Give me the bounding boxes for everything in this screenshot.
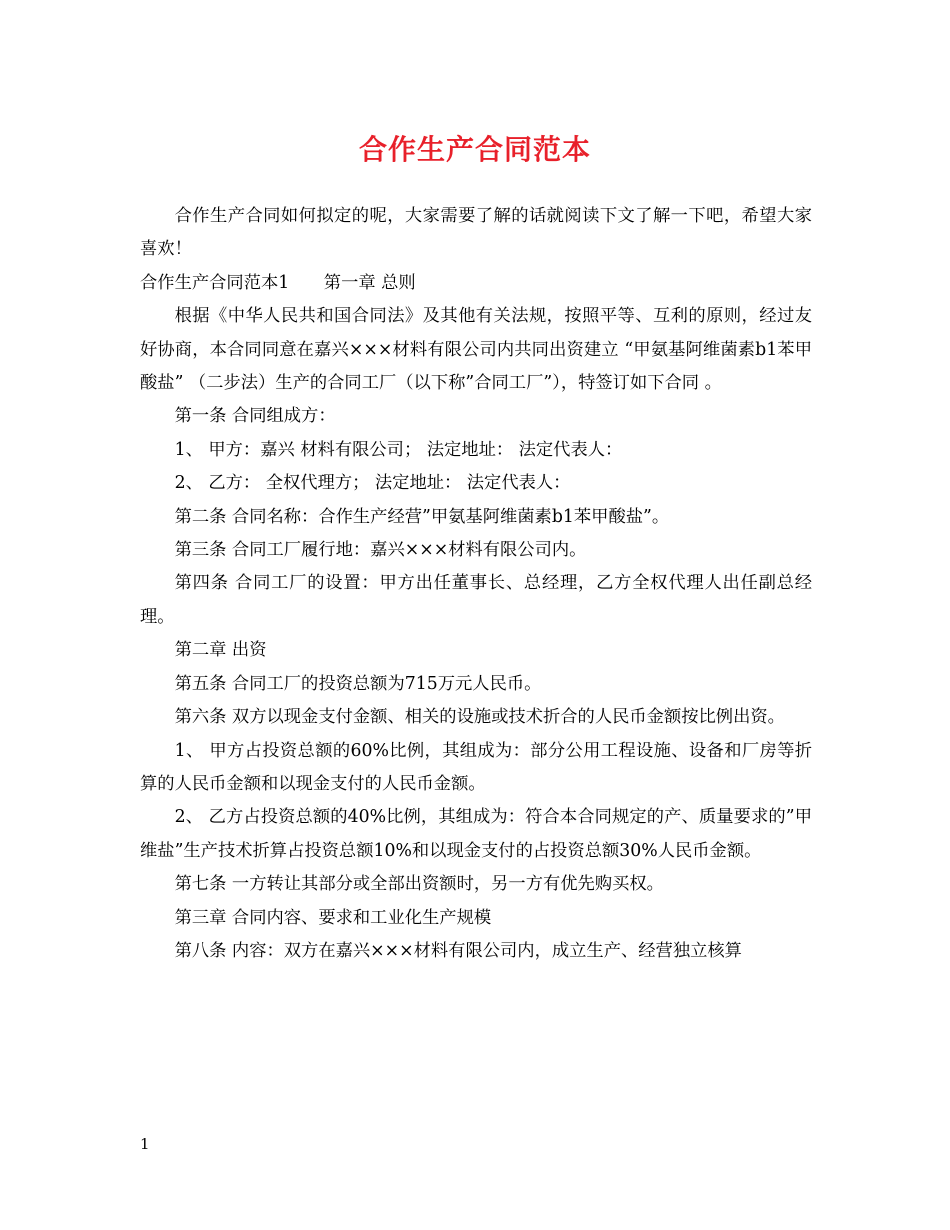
- paragraph: 第二条 合同名称：合作生产经营”甲氨基阿维菌素b1苯甲酸盐”。: [174, 506, 670, 527]
- paragraph: 根据《中华人民共和国合同法》及其他有关法规，按照平等、互利的原则，经过友好协商，本合同同意在嘉兴×××材料有限公司内共同出资建立 “甲氨基阿维菌素b1苯甲酸盐” （二步法）生产的合同工厂（以下称”合同工厂”），特签订如下合同 。: [140, 306, 812, 394]
- paragraph: 第三章 合同内容、要求和工业化生产规模: [174, 907, 492, 928]
- paragraph: 第一条 合同组成方：: [174, 406, 336, 427]
- paragraph: 2、 乙方占投资总额的40%比例，其组成为：符合本合同规定的产、质量要求的”甲维盐”生产技术折算占投资总额10%和以现金支付的占投资总额30%人民币金额。: [140, 807, 812, 861]
- paragraph: 第五条 合同工厂的投资总额为715万元人民币。: [174, 673, 542, 694]
- document-body: [140, 200, 812, 968]
- paragraph: 合作生产合同如何拟定的呢，大家需要了解的话就阅读下文了解一下吧，希望大家喜欢！: [140, 206, 812, 260]
- paragraph: 合作生产合同范本1 第一章 总则: [140, 272, 416, 293]
- paragraph: 第六条 双方以现金支付金额、相关的设施或技术折合的人民币金额按比例出资。: [174, 707, 785, 728]
- paragraph: 1、 甲方：嘉兴 材料有限公司； 法定地址： 法定代表人：: [174, 439, 623, 460]
- paragraph: 第二章 出资: [174, 640, 267, 661]
- paragraph: 第八条 内容：双方在嘉兴×××材料有限公司内，成立生产、经营独立核算: [174, 940, 742, 961]
- paragraph: 1、 甲方占投资总额的60%比例，其组成为：部分公用工程设施、设备和厂房等折算的人民币金额和以现金支付的人民币金额。: [140, 740, 812, 794]
- paragraph: 第三条 合同工厂履行地：嘉兴×××材料有限公司内。: [174, 540, 587, 561]
- paragraph: 第四条 合同工厂的设置：甲方出任董事长、总经理，乙方全权代理人出任副总经理。: [140, 573, 812, 627]
- page-title: 合作生产合同范本: [358, 133, 591, 166]
- paragraph: 2、 乙方： 全权代理方； 法定地址： 法定代表人：: [174, 473, 571, 494]
- paragraph: 第七条 一方转让其部分或全部出资额时，另一方有优先购买权。: [174, 874, 664, 895]
- page-number: 1: [140, 1135, 150, 1153]
